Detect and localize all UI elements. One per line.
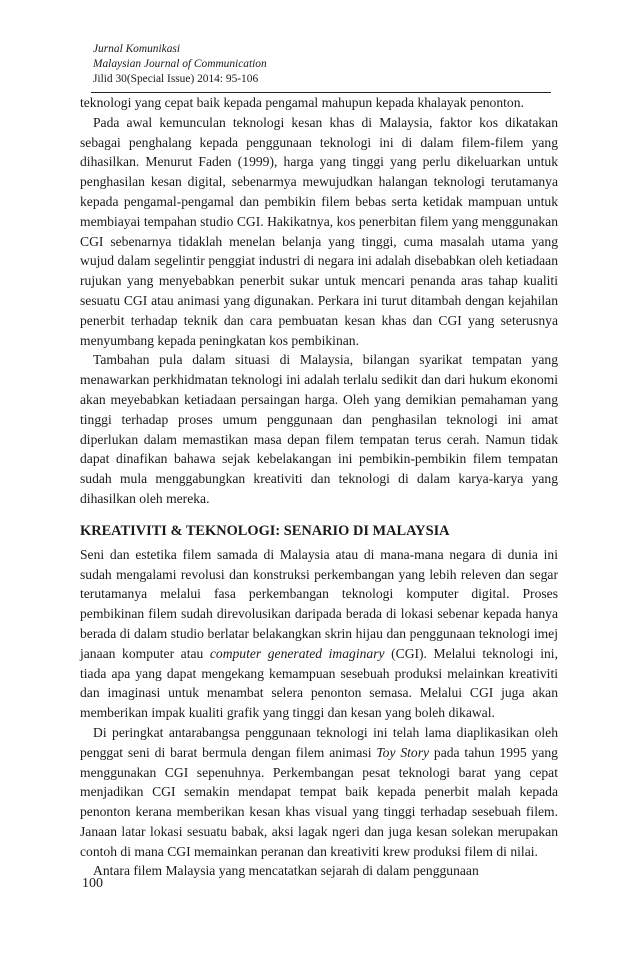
journal-name: Jurnal Komunikasi: [93, 43, 181, 55]
section-heading: KREATIVITI & TEKNOLOGI: SENARIO DI MALAYSIA: [80, 522, 450, 539]
paragraph-3: Tambahan pula dalam situasi di Malaysia, bilangan syarikat tempatan yang menawarkan perkhidmatan teknologi ini adalah terlalu sedikit dan dari hukum ekonomi akan meyebabkan ketiadaan persaingan harga. Oleh yang demikian pemahaman yang tinggi terhadap proses umum penggunaan dan penghasilan teknologi ini amat diperlukan dalam memastikan masa depan filem tempatan terus cerah. Namun tidak dapat dinafikan bahawa sejak kebelakangan ini pembikin-pembikin filem tempatan sudah mula menggabungkan kreativiti dan teknologi di dalam karya-karya yang dihasilkan oleh mereka.: [80, 352, 558, 506]
paragraph-5-text-b: pada tahun 1995 yang menggunakan CGI sepenuhnya. Perkembangan pesat teknologi barat yang cepat menjadikan CGI semakin mendapat tempat baik kepada penerbit malah kepada penonton kerana memberikan kesan khas visual yang tinggi terhadap sesebuah filem. Janaan latar lokasi sesuatu babak, aksi lagak ngeri dan juga kesan solekan merupakan contoh di mana CGI memainkan peranan dan kreativiti krew produksi filem di nilai.: [80, 744, 558, 859]
article-body: [80, 93, 558, 881]
paragraph-4-text-a: Seni dan estetika filem samada di Malaysia atau di mana-mana negara di dunia ini sudah mengalami revolusi dan konstruksi perkembangan yang lebih releven dan segar terutamanya melalui fasa perkembangan teknologi komputer digital. Proses pembikinan filem sudah direvolusikan daripada berada di lokasi sebenar kepada hanya berada di dalam studio berlatar belakangkan skrin hijau dan penggunaan teknologi imej janaan komputer atau: [80, 546, 558, 661]
paragraph-2: Pada awal kemunculan teknologi kesan khas di Malaysia, faktor kos dikatakan sebagai penghalang kepada penggunaan teknologi ini di dalam filem-filem yang dihasilkan. Menurut Faden (1999), harga yang tinggi yang perlu dikeluarkan untuk penghasilan kesan digital, sebenarmya mewujudkan halangan teknologi terutamanya kepada pengamal-pengamal dan pembikin filem bebas serta ketidak mampuan untuk membiayai tempahan studio CGI. Hakikatnya, kos penerbitan filem yang menggunakan CGI sebenarnya tidaklah menelan belanja yang tinggi, cuma masalah utama yang wujud dalam segelintir penggiat industri di negara ini adalah disebabkan oleh ketiadaan rujukan yang menyebabkan penerbit sukar untuk mencari penanda aras tahap kualiti sesuatu CGI atau animasi yang digunakan. Perkara ini turut ditambah dengan kejahilan penerbit terhadap teknik dan cara pembuatan kesan khas dan CGI yang seterusnya menyumbang kepada peningkatan kos pembikinan.: [80, 114, 558, 348]
paragraph-6: Antara filem Malaysia yang mencatatkan sejarah di dalam penggunaan: [93, 863, 479, 879]
paragraph-5-emphasis: Toy Story: [376, 744, 430, 760]
journal-header: [93, 42, 563, 87]
paragraph-5-text-a: Di peringkat antarabangsa penggunaan teknologi ini telah lama diaplikasikan oleh penggat seni di barat bermula dengan filem animasi: [80, 724, 558, 760]
paragraph-1: teknologi yang cepat baik kepada pengamal mahupun kepada khalayak penonton.: [80, 95, 524, 110]
paragraph-4: [80, 545, 558, 723]
journal-issue: Jilid 30(Special Issue) 2014: 95-106: [93, 73, 259, 85]
paragraph-5: [80, 723, 558, 862]
page-number: 100: [82, 876, 103, 891]
paragraph-4-emphasis: computer generated imaginary: [209, 645, 385, 661]
paragraph-4-text-b: (CGI). Melalui teknologi ini, tiada apa yang dapat mengekang kemampuan sesebuah produksi melainkan kreativiti dan imaginasi untuk menambat selera penonton semasa. Melalui CGI juga akan memberikan impak kualiti grafik yang tinggi dan kesan yang boleh dikawal.: [80, 645, 558, 721]
journal-name-english: Malaysian Journal of Communication: [93, 58, 267, 70]
